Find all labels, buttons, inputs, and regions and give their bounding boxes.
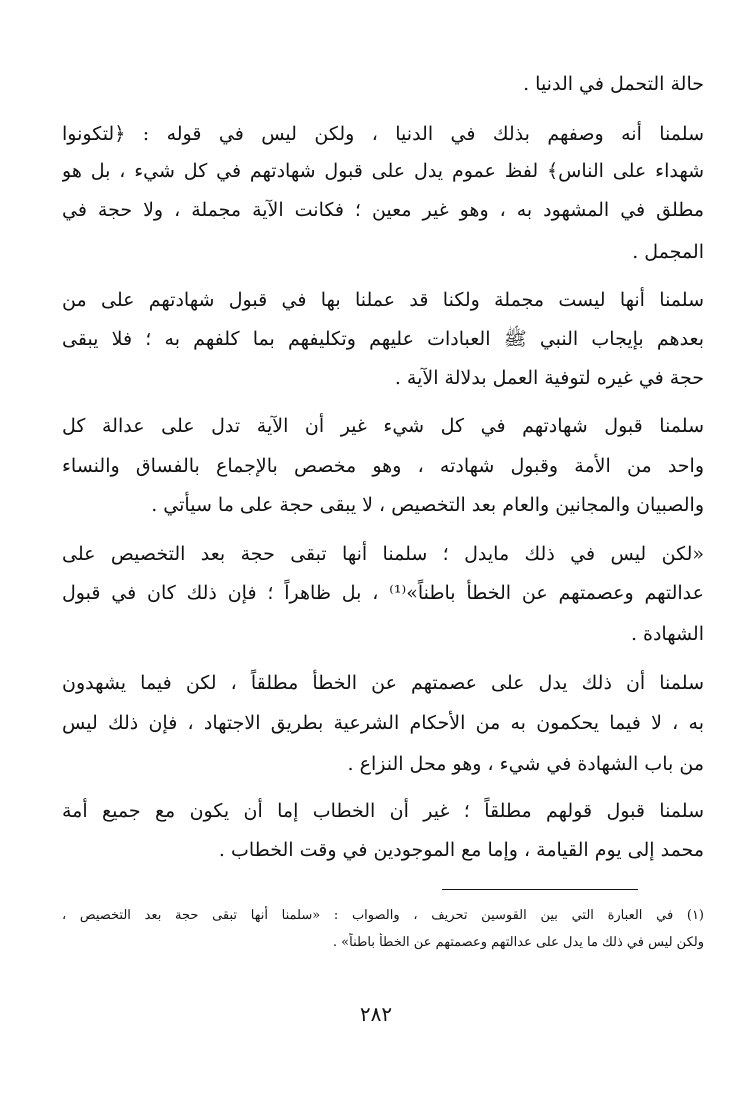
body-line: مطلق في المشهود به ، وهو غير معين ؛ فكانت الآية مجملة ، ولا حجة في (62, 199, 704, 221)
body-line: من باب الشهادة في شيء ، وهو محل النزاع . (347, 753, 704, 775)
body-line: والصبيان والمجانين والعام بعد التخصيص ، لا يبقى حجة على ما سيأتي . (151, 494, 704, 516)
page-number: ٢٨٢ (359, 1002, 393, 1026)
footnote-line: (١) في العبارة التي بين القوسين تحريف ، والصواب : «سلمنا أنها تبقى حجة بعد التخصيص ، (62, 908, 704, 923)
footnotes (62, 0, 704, 960)
body-line: سلمنا أن ذلك يدل على عصمتهم عن الخطأ مطلقاً ، لكن فيما يشهدون (62, 672, 704, 694)
footnote-line: ولكن ليس في ذلك ما يدل على عدالتهم وعصمتهم عن الخطأ باطناً» . (332, 935, 704, 950)
body-line: واحد من الأمة وقبول شهادته ، وهو مخصص بالإجماع بالفساق والنساء (62, 455, 704, 477)
body-line: المجمل . (632, 241, 704, 263)
body-line: عدالتهم وعصمتهم عن الخطأ باطناً»⁽¹⁾ ، بل ظاهراً ؛ فإن ذلك كان في قبول (62, 582, 704, 604)
body-line: «لكن ليس في ذلك مايدل ؛ سلمنا أنها تبقى حجة بعد التخصيص على (62, 543, 704, 565)
body-line: سلمنا أنها ليست مجملة ولكنا قد عملنا بها في قبول شهادتهم على من (62, 289, 704, 311)
body-line: سلمنا قبول شهادتهم في كل شيء غير أن الآية تدل على عدالة كل (62, 415, 704, 437)
body-line: حجة في غيره لتوفية العمل بدلالة الآية . (394, 367, 704, 389)
body-line: به ، لا فيما يحكمون به من الأحكام الشرعية بطريق الاجتهاد ، فإن ذلك ليس (62, 712, 704, 734)
body-line: حالة التحمل في الدنيا . (523, 73, 704, 95)
body-line: سلمنا قبول قولهم مطلقاً ؛ غير أن الخطاب إما أن يكون مع جميع أمة (62, 800, 704, 822)
body-line: بعدهم بإيجاب النبي ﷺ العبادات عليهم وتكليفهم بما كلفهم به ؛ فلا يبقى (62, 328, 704, 350)
body-line: الشهادة . (630, 623, 704, 645)
body-line: شهداء على الناس﴾ لفظ عموم يدل على قبول شهادتهم في كل شيء ، بل هو (62, 160, 704, 182)
body-line: محمد إلى يوم القيامة ، وإما مع الموجودين في وقت الخطاب . (218, 839, 704, 861)
body-line: سلمنا أنه وصفهم بذلك في الدنيا ، ولكن ليس في قوله : ﴿لتكونوا (62, 123, 704, 145)
